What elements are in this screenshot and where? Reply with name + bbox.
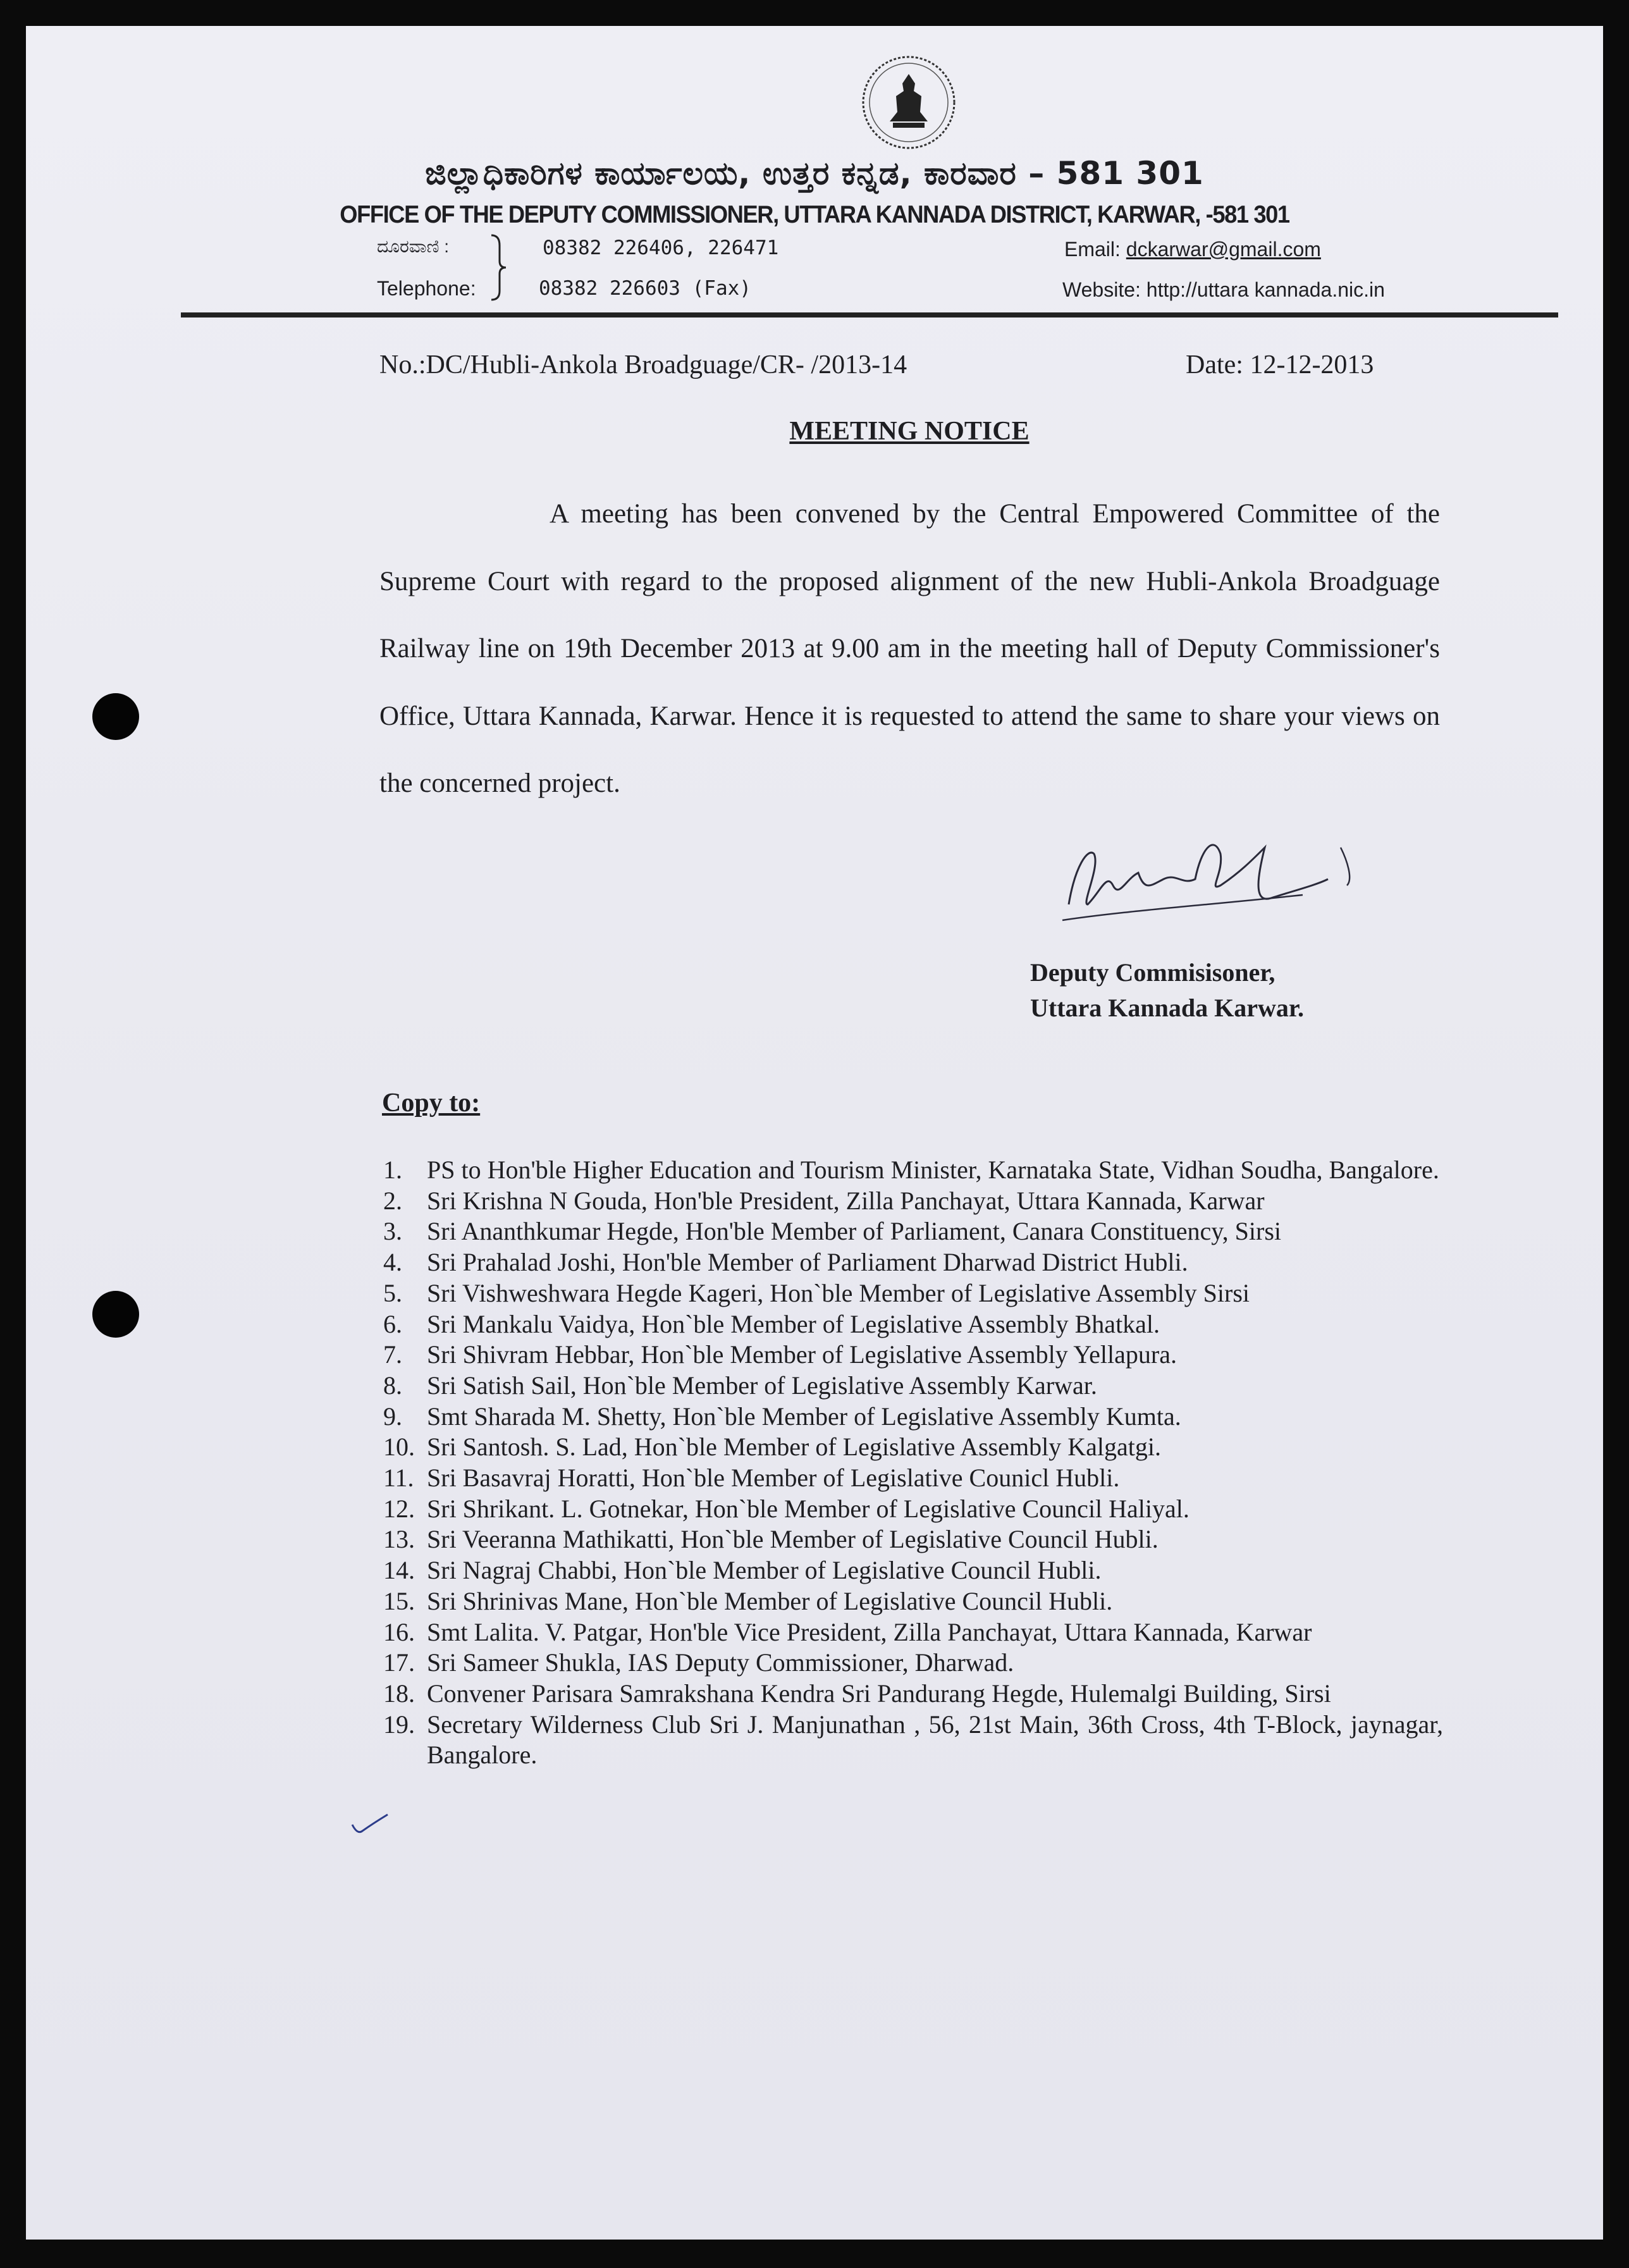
item-number: 7. xyxy=(383,1340,402,1369)
list-item xyxy=(383,1463,1443,1494)
fax-number: 08382 226603 (Fax) xyxy=(539,277,751,300)
item-number: 19. xyxy=(383,1710,415,1739)
item-text: Sri Mankalu Vaidya, Hon`ble Member of Legislative Assembly Bhatkal. xyxy=(427,1309,1160,1338)
list-item xyxy=(383,1432,1443,1463)
list-item xyxy=(383,1402,1443,1433)
item-number: 14. xyxy=(383,1556,415,1585)
item-text: Sri Basavraj Horatti, Hon`ble Member of Legislative Counicl Hubli. xyxy=(427,1464,1120,1493)
item-text: Sri Prahalad Joshi, Hon'ble Member of Parliament Dharwad District Hubli. xyxy=(427,1248,1188,1277)
reference-number: No.:DC/Hubli-Ankola Broadguage/CR- /2013-14 xyxy=(379,350,907,379)
item-text: Sri Santosh. S. Lad, Hon`ble Member of Legislative Assembly Kalgatgi. xyxy=(427,1433,1161,1462)
letterhead-office-title: OFFICE OF THE DEPUTY COMMISSIONER, UTTARA KANNADA DISTRICT, KARWAR, -581 301 xyxy=(340,201,1289,228)
phone-label: Telephone: xyxy=(377,277,476,300)
item-number: 8. xyxy=(383,1371,402,1400)
signatory-title: Deputy Commisisoner, xyxy=(1030,958,1276,987)
list-item xyxy=(383,1494,1443,1525)
list-item xyxy=(383,1555,1443,1586)
list-item xyxy=(383,1155,1443,1186)
karnataka-emblem-icon xyxy=(858,52,959,153)
item-text: Sri Veeranna Mathikatti, Hon`ble Member of Legislative Council Hubli. xyxy=(427,1525,1159,1554)
item-number: 4. xyxy=(383,1248,402,1277)
list-item xyxy=(383,1216,1443,1247)
item-number: 9. xyxy=(383,1402,402,1431)
item-text: Smt Lalita. V. Patgar, Hon'ble Vice President, Zilla Panchayat, Uttara Kannada, Karwar xyxy=(427,1617,1312,1646)
item-text: PS to Hon'ble Higher Education and Tourism Minister, Karnataka State, Vidhan Soudha, Bangalore. xyxy=(427,1156,1439,1184)
brace-icon xyxy=(488,233,513,302)
item-text: Sri Ananthkumar Hegde, Hon'ble Member of Parliament, Canara Constituency, Sirsi xyxy=(427,1217,1281,1246)
item-number: 15. xyxy=(383,1586,415,1615)
letterhead-kannada-title: ಜಿಲ್ಲಾಧಿಕಾರಿಗಳ ಕಾರ್ಯಾಲಯ, ಉತ್ತರ ಕನ್ನಡ, ಕಾರವಾರ – 581 301 xyxy=(425,155,1204,192)
list-item xyxy=(383,1648,1443,1679)
item-number: 12. xyxy=(383,1494,415,1523)
item-text: Sri Sameer Shukla, IAS Deputy Commissioner, Dharwad. xyxy=(427,1648,1014,1677)
website-link[interactable]: http://uttara kannada.nic.in xyxy=(1146,278,1385,301)
item-text: Secretary Wilderness Club Sri J. Manjunathan , 56, 21st Main, 36th Cross, 4th T-Block, jaynagar, Bangalore. xyxy=(427,1710,1443,1770)
phone-numbers: 08382 226406, 226471 xyxy=(543,237,779,259)
notice-body: A meeting has been convened by the Central Empowered Committee of the Supreme Court with regard to the proposed alignment of the new Hubli-Ankola Broadguage Railway line on 19th December 2013 at 9.00 am in the meeting hall of Deputy Commissioner's Office, Uttara Kannada, Karwar. Hence it is requested to attend the same to share your views on the concerned project. xyxy=(379,499,1440,798)
item-number: 16. xyxy=(383,1617,415,1646)
list-item xyxy=(383,1524,1443,1555)
item-text: Sri Shivram Hebbar, Hon`ble Member of Legislative Assembly Yellapura. xyxy=(427,1340,1177,1369)
item-text: Smt Sharada M. Shetty, Hon`ble Member of Legislative Assembly Kumta. xyxy=(427,1402,1181,1431)
item-text: Sri Vishweshwara Hegde Kageri, Hon`ble Member of Legislative Assembly Sirsi xyxy=(427,1278,1250,1307)
letter-date: Date: 12-12-2013 xyxy=(1186,350,1374,379)
item-number: 18. xyxy=(383,1679,415,1708)
list-item xyxy=(383,1371,1443,1402)
item-text: Sri Satish Sail, Hon`ble Member of Legislative Assembly Karwar. xyxy=(427,1371,1097,1400)
list-item xyxy=(383,1186,1443,1217)
list-item xyxy=(383,1617,1443,1648)
copy-to-list xyxy=(383,1155,1443,1771)
copy-to-heading: Copy to: xyxy=(382,1088,481,1118)
item-number: 6. xyxy=(383,1309,402,1338)
signatory-office: Uttara Kannada Karwar. xyxy=(1030,994,1304,1022)
item-number: 11. xyxy=(383,1464,414,1493)
list-item xyxy=(383,1278,1443,1309)
email-label: Email: xyxy=(1064,238,1121,261)
punch-hole xyxy=(92,693,139,740)
list-item xyxy=(383,1586,1443,1617)
phone-label-kannada: ದೂರವಾಣಿ : xyxy=(377,237,450,256)
item-number: 1. xyxy=(383,1156,402,1184)
letterhead-divider xyxy=(181,312,1558,317)
website-label: Website: xyxy=(1062,278,1141,301)
punch-hole xyxy=(92,1291,139,1338)
list-item xyxy=(383,1309,1443,1340)
handwritten-tick-mark xyxy=(351,1812,389,1837)
list-item xyxy=(383,1247,1443,1278)
item-text: Sri Nagraj Chabbi, Hon`ble Member of Legislative Council Hubli. xyxy=(427,1556,1102,1585)
item-number: 2. xyxy=(383,1186,402,1215)
item-number: 3. xyxy=(383,1217,402,1246)
item-text: Sri Shrinivas Mane, Hon`ble Member of Legislative Council Hubli. xyxy=(427,1586,1113,1615)
item-number: 13. xyxy=(383,1525,415,1554)
item-text: Sri Shrikant. L. Gotnekar, Hon`ble Member of Legislative Council Haliyal. xyxy=(427,1494,1189,1523)
item-text: Sri Krishna N Gouda, Hon'ble President, Zilla Panchayat, Uttara Kannada, Karwar xyxy=(427,1186,1265,1215)
item-number: 10. xyxy=(383,1433,415,1462)
email-link[interactable]: dckarwar@gmail.com xyxy=(1126,238,1321,261)
list-item xyxy=(383,1679,1443,1710)
list-item xyxy=(383,1340,1443,1371)
list-item xyxy=(383,1710,1443,1771)
item-text: Convener Parisara Samrakshana Kendra Sri Pandurang Hegde, Hulemalgi Building, Sirsi xyxy=(427,1679,1331,1708)
item-number: 17. xyxy=(383,1648,415,1677)
notice-title: MEETING NOTICE xyxy=(789,417,1030,446)
item-number: 5. xyxy=(383,1278,402,1307)
signature xyxy=(1050,810,1379,942)
